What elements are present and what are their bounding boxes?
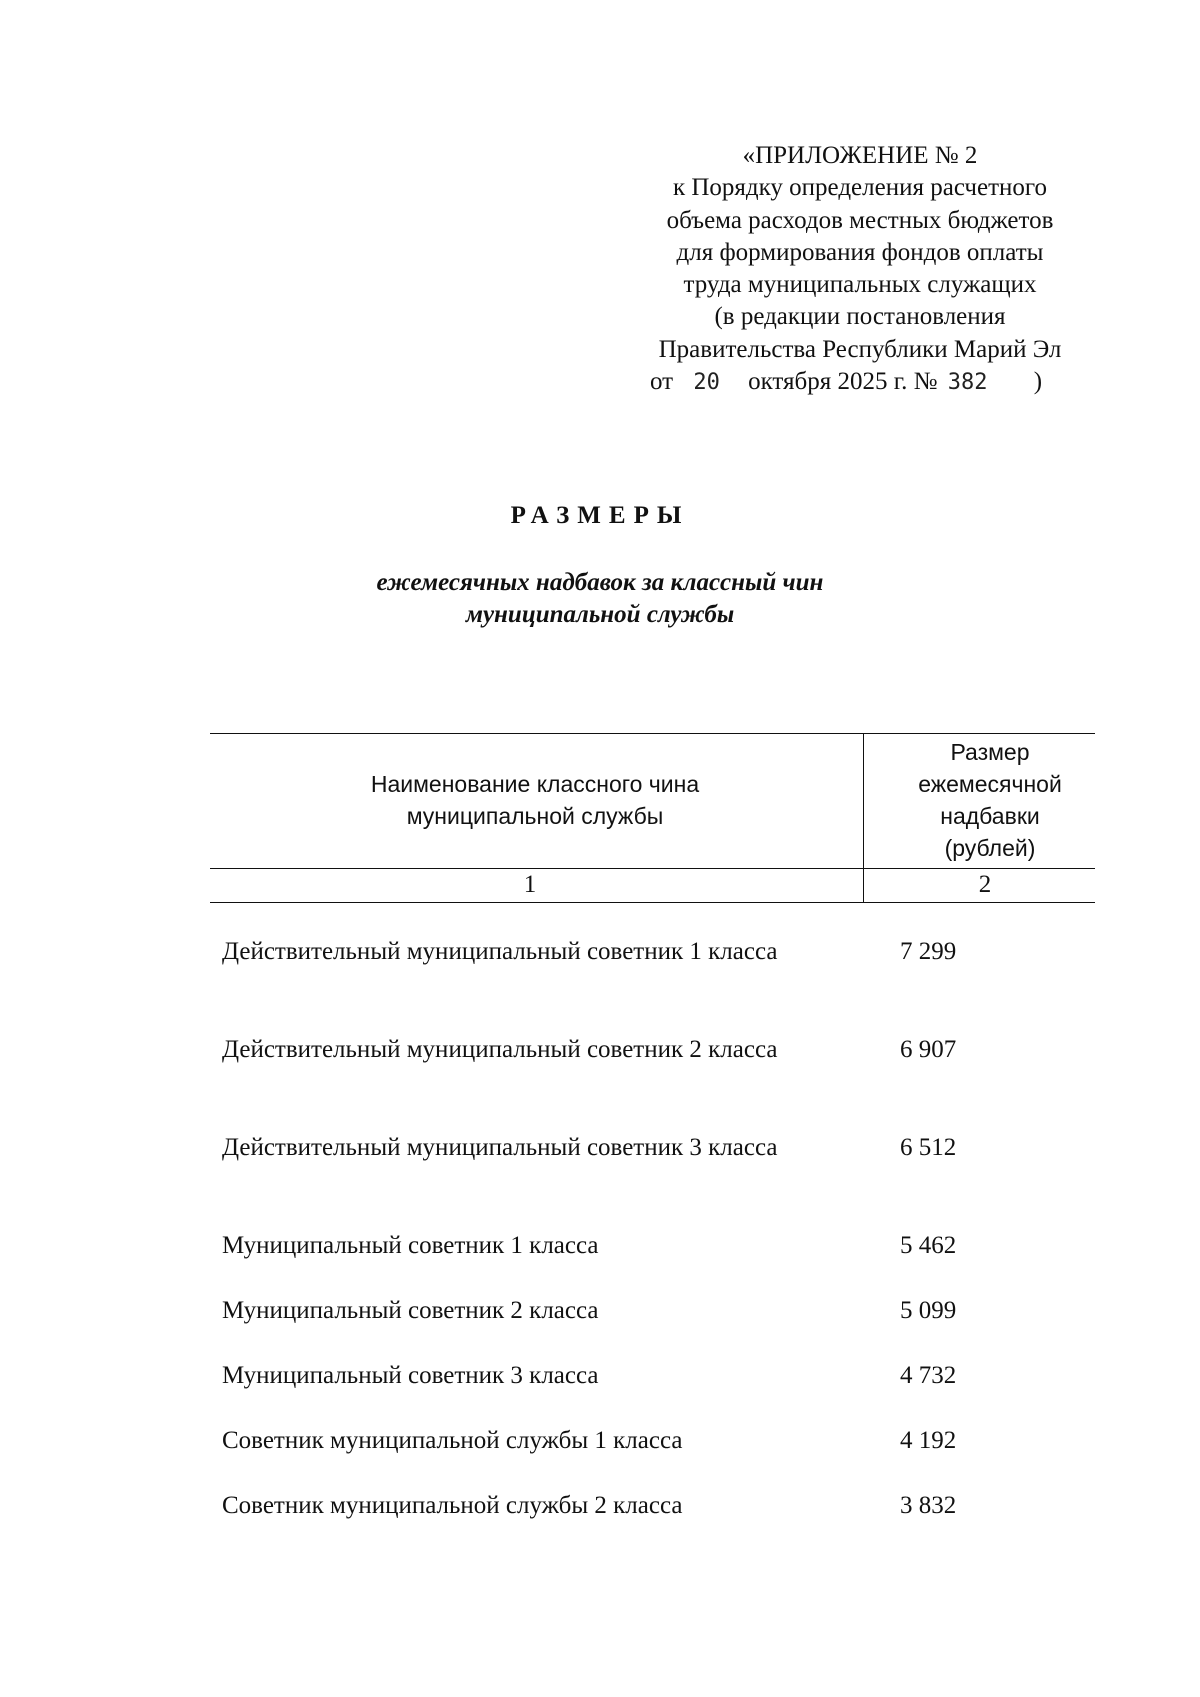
date-number: 382: [947, 370, 988, 396]
row-value: 4 732: [900, 1362, 957, 1389]
page-subtitle: [300, 567, 900, 631]
row-value: 6 907: [900, 1036, 957, 1063]
appendix-line: объема расходов местных бюджетов: [666, 206, 1054, 234]
row-value: 6 512: [900, 1134, 957, 1161]
subtitle-line: ежемесячных надбавок за классный чин: [376, 569, 824, 596]
table-header-name: Наименование классного чина муниципальной службы: [370, 771, 700, 829]
column-number: 2: [978, 871, 992, 898]
row-name: Действительный муниципальный советник 3 класса: [222, 1134, 778, 1161]
page-title: РАЗМЕРЫ: [510, 502, 690, 529]
row-value: 5 099: [900, 1297, 957, 1324]
date-month-year: октября 2025 г. №: [748, 368, 938, 396]
appendix-line: Правительства Республики Марий Эл: [658, 335, 1062, 363]
appendix-line: «ПРИЛОЖЕНИЕ № 2: [742, 142, 978, 169]
row-value: 3 832: [900, 1492, 957, 1519]
table-column-divider: [863, 733, 864, 902]
subtitle-line: муниципальной службы: [465, 601, 735, 628]
appendix-header: [630, 140, 1090, 399]
appendix-line: (в редакции постановления: [714, 303, 1006, 331]
appendix-line: для формирования фондов оплаты: [676, 238, 1044, 266]
row-name: Советник муниципальной службы 1 класса: [222, 1427, 683, 1454]
row-name: Муниципальный советник 1 класса: [222, 1232, 599, 1259]
row-name: Муниципальный советник 3 класса: [222, 1362, 599, 1389]
table-top-rule: [210, 733, 1095, 734]
appendix-date-line: [630, 366, 1090, 399]
date-day: 20: [693, 370, 720, 396]
row-value: 4 192: [900, 1427, 957, 1454]
date-prefix: от: [650, 368, 674, 396]
row-name: Действительный муниципальный советник 1 класса: [222, 938, 778, 965]
row-value: 5 462: [900, 1232, 957, 1259]
appendix-line: к Порядку определения расчетного: [672, 174, 1048, 202]
table-numbers-rule: [210, 902, 1095, 903]
row-name: Действительный муниципальный советник 2 класса: [222, 1036, 778, 1063]
row-name: Советник муниципальной службы 2 класса: [222, 1492, 683, 1519]
column-number: 1: [523, 871, 537, 898]
date-close: ): [1033, 368, 1043, 396]
table-header-value: Размер ежемесячной надбавки (рублей): [918, 739, 1062, 861]
appendix-line: труда муниципальных служащих: [683, 271, 1037, 299]
row-name: Муниципальный советник 2 класса: [222, 1297, 599, 1324]
row-value: 7 299: [900, 938, 957, 965]
